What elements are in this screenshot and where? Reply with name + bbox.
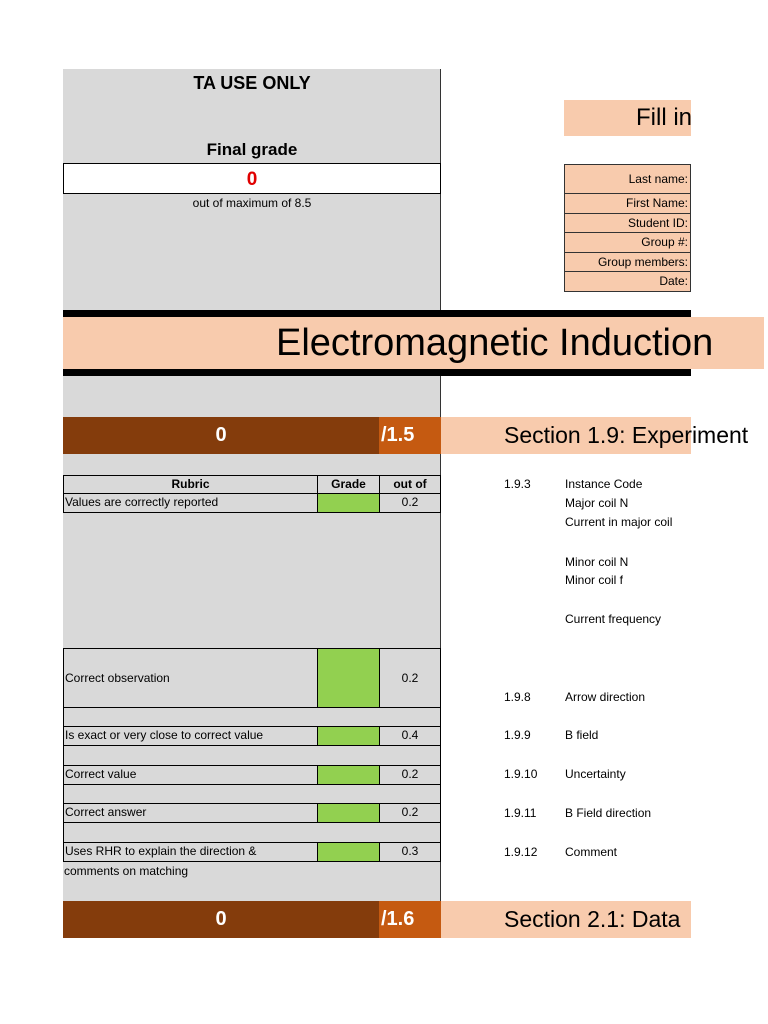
rubric-spacer	[63, 745, 441, 766]
rubric-row-out-of: 0.2	[379, 765, 441, 785]
section-2-score[interactable]: 0	[63, 901, 379, 938]
section-1-score[interactable]: 0	[63, 417, 379, 454]
rubric-row-desc: Correct observation	[63, 648, 318, 708]
group-members-label[interactable]: Group members:	[564, 253, 691, 273]
field-label: Current frequency	[565, 612, 662, 626]
rubric-row-desc: Uses RHR to explain the direction &	[63, 842, 318, 862]
rubric-row-desc: Is exact or very close to correct value	[63, 726, 318, 746]
field-label: Minor coil f	[565, 573, 624, 587]
field-label: Current in major coil	[565, 515, 673, 529]
rubric-row-desc-continued: comments on matching	[64, 864, 189, 878]
question-number: 1.9.12	[504, 845, 538, 859]
group-number-label[interactable]: Group #:	[564, 233, 691, 253]
grade-input-cell[interactable]	[317, 842, 380, 862]
rubric-row-desc: Correct value	[63, 765, 318, 785]
out-of-header: out of	[379, 475, 441, 494]
rubric-row-out-of: 0.2	[379, 648, 441, 708]
field-label: Major coil N	[565, 496, 629, 510]
section-2-title: Section 2.1: Data	[441, 901, 691, 938]
grade-input-cell[interactable]	[317, 726, 380, 746]
rubric-row-out-of: 0.2	[379, 493, 441, 513]
rubric-spacer	[63, 707, 441, 727]
section-2-max: /1.6	[379, 901, 441, 938]
final-grade-label: Final grade	[206, 140, 298, 159]
title-top-border	[63, 310, 691, 317]
rubric-header: Rubric	[63, 475, 318, 494]
grade-input-cell[interactable]	[317, 493, 380, 513]
rubric-row-desc: Correct answer	[63, 803, 318, 823]
field-label: Instance Code	[565, 477, 643, 491]
rubric-row-out-of: 0.3	[379, 842, 441, 862]
question-number: 1.9.9	[504, 728, 531, 742]
section-1-title: Section 1.9: Experiment	[441, 417, 691, 454]
max-grade-note: out of maximum of 8.5	[192, 196, 312, 210]
field-label: Arrow direction	[565, 690, 646, 704]
field-label: B Field direction	[565, 806, 652, 820]
rubric-spacer	[63, 784, 441, 804]
fill-in-banner: Fill in	[564, 100, 691, 136]
section-1-max: /1.5	[379, 417, 441, 454]
student-info-table	[564, 164, 691, 292]
question-number: 1.9.8	[504, 690, 531, 704]
ta-use-only-heading: TA USE ONLY	[193, 73, 311, 93]
rubric-row-out-of: 0.2	[379, 803, 441, 823]
student-id-label[interactable]: Student ID:	[564, 214, 691, 234]
question-number: 1.9.11	[504, 806, 537, 820]
last-name-label[interactable]: Last name:	[564, 164, 691, 194]
first-name-label[interactable]: First Name:	[564, 194, 691, 214]
rubric-row-out-of: 0.4	[379, 726, 441, 746]
grade-header: Grade	[317, 475, 380, 494]
final-grade-cell[interactable]: 0	[63, 163, 441, 194]
question-number: 1.9.3	[504, 477, 531, 491]
field-label: Minor coil N	[565, 555, 629, 569]
grade-input-cell[interactable]	[317, 765, 380, 785]
grade-input-cell[interactable]	[317, 803, 380, 823]
field-label: Uncertainty	[565, 767, 626, 781]
question-number: 1.9.10	[504, 767, 538, 781]
field-label: B field	[565, 728, 599, 742]
field-label: Comment	[565, 845, 618, 859]
rubric-spacer	[63, 822, 441, 843]
title-bottom-border	[63, 369, 691, 376]
date-label[interactable]: Date:	[564, 272, 691, 292]
document-title: Electromagnetic Induction	[63, 317, 764, 369]
rubric-row-desc: Values are correctly reported	[63, 493, 318, 513]
grade-input-cell[interactable]	[317, 648, 380, 708]
